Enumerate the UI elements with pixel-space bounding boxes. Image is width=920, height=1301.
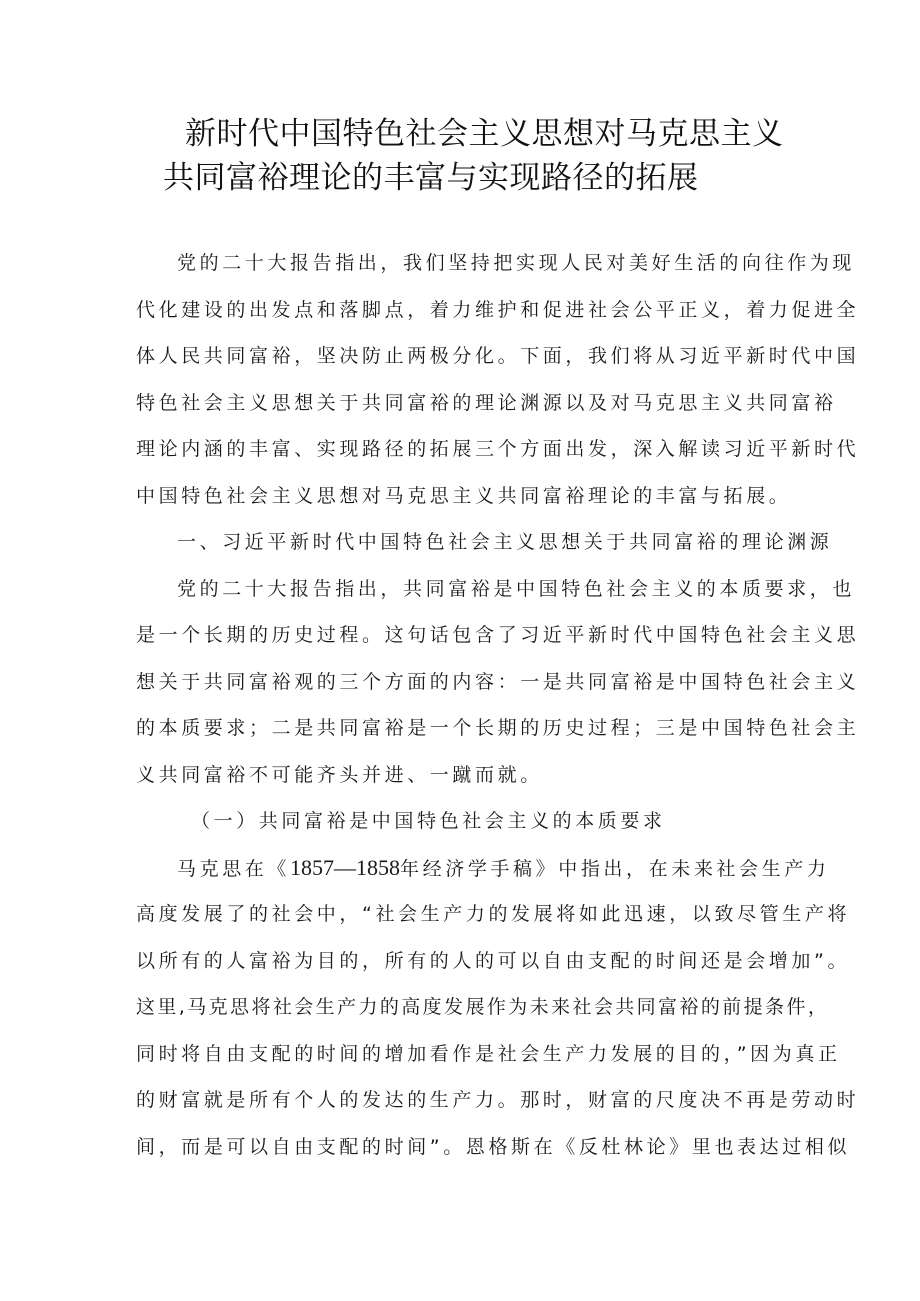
text-line: 同时将自由支配的时间的增加看作是社会生产力发展的目的，”因为真正 <box>136 1042 841 1065</box>
text-line: 想关于共同富裕观的三个方面的内容：一是共同富裕是中国特色社会主义 <box>136 670 860 693</box>
text-line: 代化建设的出发点和落脚点，着力维护和促进社会公平正义，着力促进全 <box>136 298 860 321</box>
section-heading-1: 一、习近平新时代中国特色社会主义思想关于共同富裕的理论渊源 <box>177 531 833 553</box>
year-range: 1857—1858 <box>290 854 401 880</box>
title-line-2: 共同富裕理论的丰富与实现路径的拓展 <box>163 160 699 196</box>
text-line: 体人民共同富裕，坚决防止两极分化。下面，我们将从习近平新时代中国 <box>136 345 860 367</box>
text-line: 中国特色社会主义思想对马克思主义共同富裕理论的丰富与拓展。 <box>136 484 792 507</box>
text-line: 理论内涵的丰富、实现路径的拓展三个方面出发，深入解读习近平新时代 <box>136 438 860 460</box>
text-line: 高度发展了的社会中，“社会生产力的发展将如此迅速，以致尽管生产将 <box>136 903 851 925</box>
text-line: 义共同富裕不可能齐头并进、一蹴而就。 <box>136 763 543 786</box>
text-line: 的本质要求；二是共同富裕是一个长期的历史过程；三是中国特色社会主 <box>136 717 860 739</box>
title-line-1: 新时代中国特色社会主义思想对马克思主义 <box>185 116 784 152</box>
subsection-heading-1: （一）共同富裕是中国特色社会主义的本质要求 <box>191 810 666 832</box>
text-line: 间，而是可以自由支配的时间”。恩格斯在《反杜林论》里也表达过相似 <box>136 1135 851 1158</box>
text-line: 的财富就是所有个人的发达的生产力。那时，财富的尺度决不再是劳动时 <box>136 1089 860 1111</box>
document-title <box>130 112 790 200</box>
text-line: 以所有的人富裕为目的，所有的人的可以自由支配的时间还是会增加”。 <box>136 949 851 972</box>
text-line: 党的二十大报告指出，我们坚持把实现人民对美好生活的向往作为现 <box>177 252 856 274</box>
text-line <box>136 845 830 892</box>
text-line: 特色社会主义思想关于共同富裕的理论渊源以及对马克思主义共同富裕 <box>136 391 837 414</box>
text-line: 是一个长期的历史过程。这句话包含了习近平新时代中国特色社会主义思 <box>136 624 860 646</box>
text-line: 党的二十大报告指出，共同富裕是中国特色社会主义的本质要求，也 <box>177 577 856 600</box>
text-line: 这里,马克思将社会生产力的高度发展作为未来社会共同富裕的前提条件， <box>136 996 830 1018</box>
text-segment: 马克思在《 <box>177 857 291 880</box>
text-segment: 年经济学手稿》中指出，在未来社会生产力 <box>400 857 830 880</box>
paragraph-intro <box>136 240 860 1170</box>
